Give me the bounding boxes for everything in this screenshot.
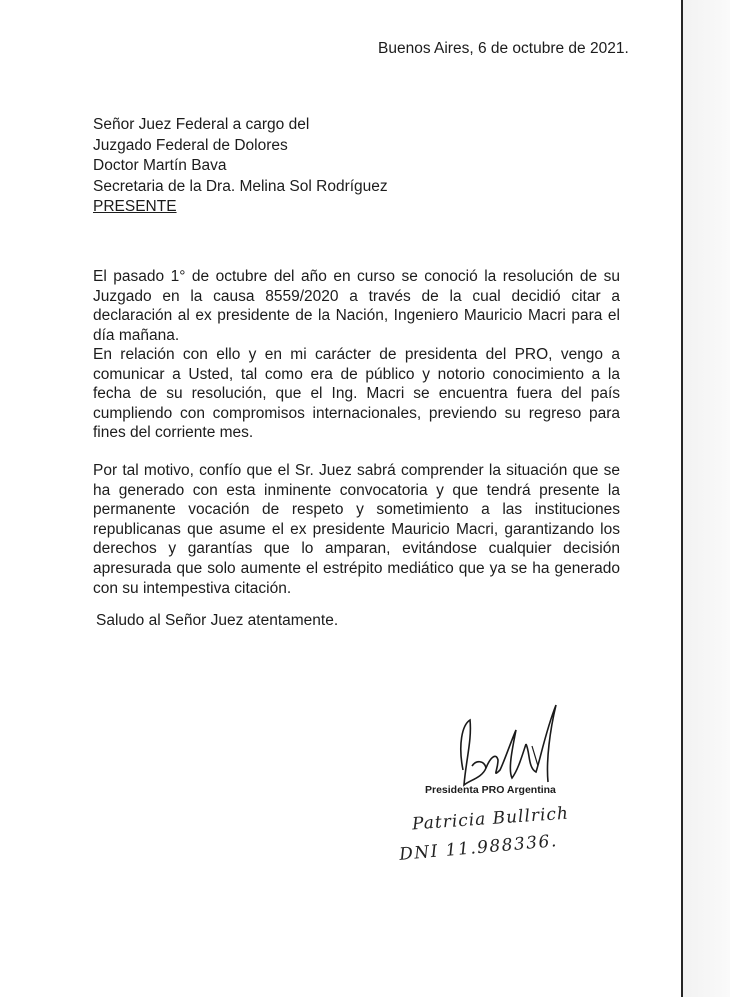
addressee-line: Doctor Martín Bava (93, 157, 227, 174)
page-edge-line (681, 0, 683, 997)
closing-line: Saludo al Señor Juez atentamente. (96, 612, 339, 629)
addressee-line: Secretaria de la Dra. Melina Sol Rodríguez (93, 177, 388, 195)
page-margin-shadow (683, 0, 730, 997)
addressee-line: Señor Juez Federal a cargo del (93, 116, 310, 133)
body-paragraph-1: El pasado 1° de octubre del año en curso se conoció la resolución de su Juzgado en la causa 8559/2020 a través de la cual decidió citar a declaración al ex presidente de la Nación, Ingeniero Mauricio Macri para el día mañana. (93, 268, 620, 344)
body-paragraph-3: Por tal motivo, confío que el Sr. Juez sabrá comprender la situación que se ha generado con esta inminente convocatoria y que tendrá presente la permanente vocación de respeto y sometimiento a las instituciones republicanas que asume el ex presidente Mauricio Macri, garantizando los derechos y garantías que lo amparan, evitándose cualquier decisión apresurada que solo aumente el estrépito mediático que ya se ha generado con su intempestiva citación. (93, 462, 620, 597)
signature-caption: Presidenta PRO Argentina (425, 784, 556, 796)
handwritten-name: Patricia Bullrich (411, 803, 570, 835)
presente-label: PRESENTE (93, 198, 177, 215)
letter-date: Buenos Aires, 6 de octubre de 2021. (378, 40, 629, 57)
handwritten-id: DNI 11.988336. (398, 831, 559, 865)
body-paragraph-2: En relación con ello y en mi carácter de presidenta del PRO, vengo a comunicar a Usted, tal como era de público y notorio conocimiento a la fecha de su resolución, que el Ing. Macri se encuentra fuera del país cumpliendo con compromisos internacionales, previendo su regreso para fines del corriente mes. (93, 346, 620, 442)
addressee-block (93, 115, 388, 218)
addressee-line: Juzgado Federal de Dolores (93, 136, 288, 154)
